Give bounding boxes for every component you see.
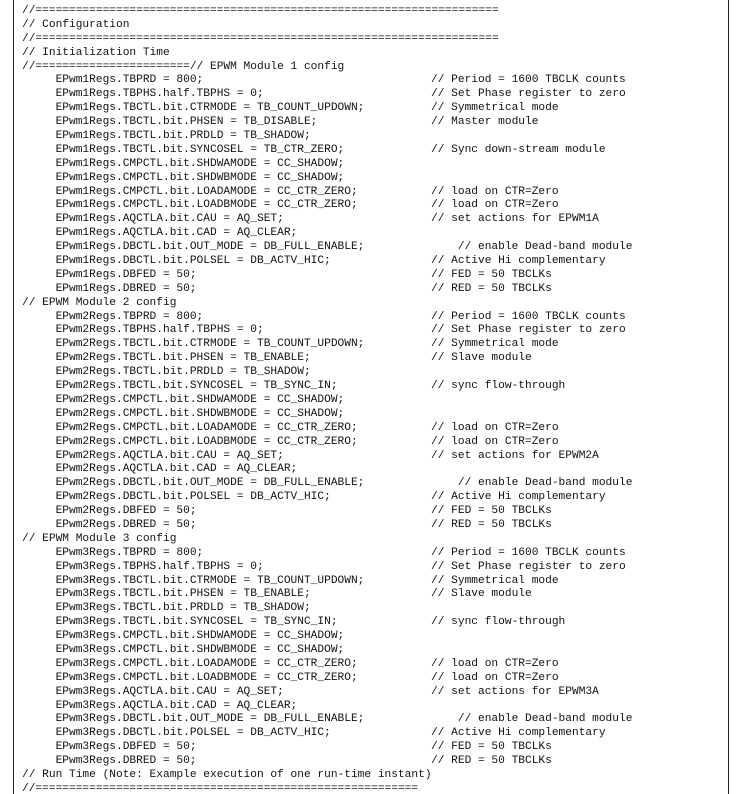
code-statement: EPwm3Regs.CMPCTL.bit.LOADAMODE = CC_CTR_ZERO; — [22, 657, 358, 670]
code-comment: // Symmetrical mode — [431, 338, 559, 351]
code-statement: EPwm2Regs.AQCTLA.bit.CAU = AQ_SET; — [22, 449, 284, 462]
code-comment: // Set Phase register to zero — [431, 88, 626, 101]
code-comment: // Active Hi complementary — [431, 491, 606, 504]
code-statement: EPwm3Regs.CMPCTL.bit.SHDWBMODE = CC_SHADOW; — [22, 643, 345, 656]
code-comment: // load on CTR=Zero — [431, 185, 559, 198]
code-statement: EPwm2Regs.TBPHS.half.TBPHS = 0; — [22, 324, 264, 337]
code-comment: // load on CTR=Zero — [431, 199, 559, 212]
code-statement: EPwm3Regs.AQCTLA.bit.CAD = AQ_CLEAR; — [22, 699, 298, 712]
code-statement: // EPWM Module 3 config — [22, 532, 177, 545]
code-comment: // RED = 50 TBCLKs — [431, 518, 552, 531]
code-comment: // Period = 1600 TBCLK counts — [431, 546, 626, 559]
code-statement: EPwm2Regs.CMPCTL.bit.SHDWBMODE = CC_SHADOW; — [22, 407, 345, 420]
code-statement: EPwm3Regs.CMPCTL.bit.SHDWAMODE = CC_SHADOW; — [22, 630, 345, 643]
code-statement: EPwm1Regs.TBCTL.bit.PRDLD = TB_SHADOW; — [22, 130, 311, 143]
code-statement: EPwm2Regs.DBFED = 50; — [22, 505, 197, 518]
code-comment: // Master module — [431, 116, 539, 129]
code-statement: EPwm1Regs.TBCTL.bit.CTRMODE = TB_COUNT_UPDOWN; — [22, 102, 365, 115]
code-statement: EPwm1Regs.CMPCTL.bit.SHDWAMODE = CC_SHADOW; — [22, 157, 345, 170]
code-comment: // Slave module — [431, 588, 532, 601]
code-statement: EPwm2Regs.DBCTL.bit.POLSEL = DB_ACTV_HIC; — [22, 491, 331, 504]
code-comment: // set actions for EPWM3A — [431, 685, 599, 698]
code-statement: EPwm1Regs.TBCTL.bit.SYNCOSEL = TB_CTR_ZERO; — [22, 143, 345, 156]
code-statement: EPwm2Regs.DBRED = 50; — [22, 518, 197, 531]
code-comment: // load on CTR=Zero — [431, 435, 559, 448]
code-statement: EPwm2Regs.CMPCTL.bit.SHDWAMODE = CC_SHADOW; — [22, 393, 345, 406]
code-statement: EPwm3Regs.DBCTL.bit.OUT_MODE = DB_FULL_ENABLE; — [22, 713, 365, 726]
code-statement: // Run Time (Note: Example execution of one run-time instant) — [22, 768, 432, 781]
code-statement: EPwm1Regs.DBFED = 50; — [22, 268, 197, 281]
code-comment: // Set Phase register to zero — [431, 560, 626, 573]
code-statement: //========================================================= — [22, 782, 419, 794]
code-comment: // set actions for EPWM2A — [431, 449, 599, 462]
code-statement: EPwm1Regs.AQCTLA.bit.CAU = AQ_SET; — [22, 213, 284, 226]
code-comment: // load on CTR=Zero — [431, 671, 559, 684]
code-statement: EPwm3Regs.DBCTL.bit.POLSEL = DB_ACTV_HIC; — [22, 727, 331, 740]
code-comment: // RED = 50 TBCLKs — [431, 755, 552, 768]
code-statement: EPwm2Regs.TBPRD = 800; — [22, 310, 204, 323]
code-comment: // Active Hi complementary — [431, 255, 606, 268]
code-statement: EPwm1Regs.TBCTL.bit.PHSEN = TB_DISABLE; — [22, 116, 318, 129]
code-comment: // Set Phase register to zero — [431, 324, 626, 337]
code-statement: EPwm3Regs.DBRED = 50; — [22, 755, 197, 768]
code-statement: EPwm3Regs.TBCTL.bit.CTRMODE = TB_COUNT_UPDOWN; — [22, 574, 365, 587]
code-comment: // Symmetrical mode — [431, 574, 559, 587]
code-statement: EPwm3Regs.TBCTL.bit.SYNCOSEL = TB_SYNC_IN; — [22, 616, 338, 629]
code-statement: EPwm1Regs.DBCTL.bit.POLSEL = DB_ACTV_HIC; — [22, 255, 331, 268]
code-comment: // sync flow-through — [431, 616, 566, 629]
code-statement: EPwm1Regs.CMPCTL.bit.LOADAMODE = CC_CTR_ZERO; — [22, 185, 358, 198]
code-statement: // EPWM Module 2 config — [22, 296, 177, 309]
code-statement: EPwm2Regs.DBCTL.bit.OUT_MODE = DB_FULL_ENABLE; — [22, 477, 365, 490]
code-statement: EPwm2Regs.TBCTL.bit.CTRMODE = TB_COUNT_UPDOWN; — [22, 338, 365, 351]
code-statement: EPwm1Regs.DBRED = 50; — [22, 282, 197, 295]
code-statement: EPwm2Regs.CMPCTL.bit.LOADAMODE = CC_CTR_ZERO; — [22, 421, 358, 434]
code-statement: //=======================// EPWM Module 1 config — [22, 60, 345, 73]
code-statement: EPwm3Regs.TBCTL.bit.PHSEN = TB_ENABLE; — [22, 588, 311, 601]
code-comment: // FED = 50 TBCLKs — [431, 505, 552, 518]
code-statement: EPwm3Regs.AQCTLA.bit.CAU = AQ_SET; — [22, 685, 284, 698]
code-comment: // Period = 1600 TBCLK counts — [431, 310, 626, 323]
code-statement: EPwm1Regs.TBPRD = 800; — [22, 74, 204, 87]
code-comment: // load on CTR=Zero — [431, 421, 559, 434]
code-statement: //===================================================================== — [22, 32, 499, 45]
code-comment: // set actions for EPWM1A — [431, 213, 599, 226]
code-statement: EPwm3Regs.DBFED = 50; — [22, 741, 197, 754]
code-comment: // enable Dead-band module — [431, 477, 633, 490]
code-statement: //===================================================================== — [22, 5, 499, 17]
code-statement: EPwm3Regs.CMPCTL.bit.LOADBMODE = CC_CTR_ZERO; — [22, 671, 358, 684]
code-statement: // Configuration — [22, 18, 130, 31]
code-statement: EPwm2Regs.TBCTL.bit.PRDLD = TB_SHADOW; — [22, 366, 311, 379]
code-statement: EPwm2Regs.CMPCTL.bit.LOADBMODE = CC_CTR_ZERO; — [22, 435, 358, 448]
code-comment: // enable Dead-band module — [431, 241, 633, 254]
code-comment: // RED = 50 TBCLKs — [431, 282, 552, 295]
code-comment: // Symmetrical mode — [431, 102, 559, 115]
code-statement: EPwm3Regs.TBCTL.bit.PRDLD = TB_SHADOW; — [22, 602, 311, 615]
code-listing-frame — [13, 0, 729, 794]
code-comment: // sync flow-through — [431, 380, 566, 393]
code-statement: EPwm1Regs.CMPCTL.bit.LOADBMODE = CC_CTR_ZERO; — [22, 199, 358, 212]
code-statement: EPwm3Regs.TBPRD = 800; — [22, 546, 204, 559]
code-comment: // load on CTR=Zero — [431, 657, 559, 670]
code-statement: EPwm2Regs.TBCTL.bit.PHSEN = TB_ENABLE; — [22, 352, 311, 365]
code-statement: EPwm1Regs.CMPCTL.bit.SHDWBMODE = CC_SHADOW; — [22, 171, 345, 184]
code-statement: EPwm1Regs.DBCTL.bit.OUT_MODE = DB_FULL_ENABLE; — [22, 241, 365, 254]
code-statement: // Initialization Time — [22, 46, 170, 59]
code-comment: // FED = 50 TBCLKs — [431, 741, 552, 754]
code-comment: // Sync down-stream module — [431, 143, 606, 156]
code-comment: // enable Dead-band module — [431, 713, 633, 726]
code-statement: EPwm1Regs.AQCTLA.bit.CAD = AQ_CLEAR; — [22, 227, 298, 240]
code-statement: EPwm2Regs.AQCTLA.bit.CAD = AQ_CLEAR; — [22, 463, 298, 476]
code-statement: EPwm2Regs.TBCTL.bit.SYNCOSEL = TB_SYNC_IN; — [22, 380, 338, 393]
code-statement: EPwm1Regs.TBPHS.half.TBPHS = 0; — [22, 88, 264, 101]
code-statement: EPwm3Regs.TBPHS.half.TBPHS = 0; — [22, 560, 264, 573]
code-comment: // Active Hi complementary — [431, 727, 606, 740]
code-comment: // FED = 50 TBCLKs — [431, 268, 552, 281]
code-comment: // Slave module — [431, 352, 532, 365]
code-comment: // Period = 1600 TBCLK counts — [431, 74, 626, 87]
